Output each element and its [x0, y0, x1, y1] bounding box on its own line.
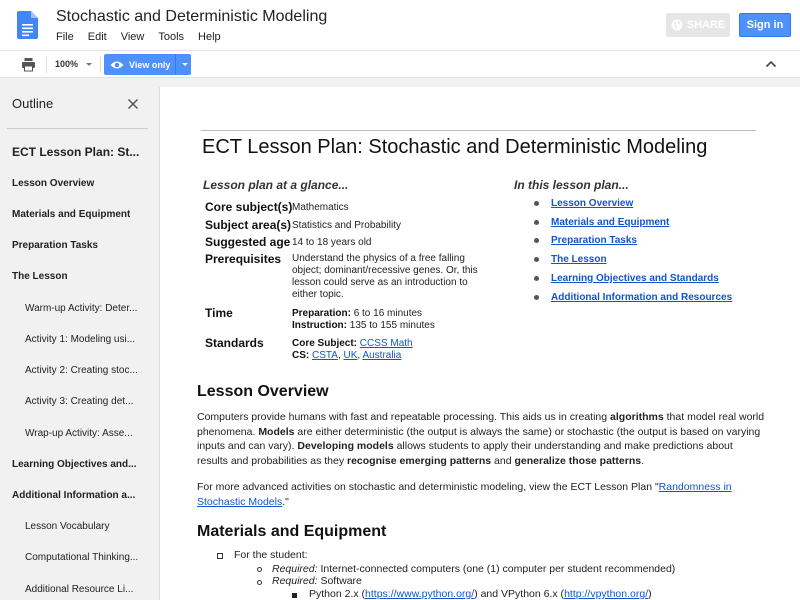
text-run: allows students to apply their understanding and make predictions about results and probabilities as they: [197, 440, 733, 467]
required-label: Required:: [272, 575, 318, 587]
toc-link-the-lesson[interactable]: The Lesson: [551, 254, 607, 265]
standards-label: Standards: [205, 336, 264, 350]
subject-area-value: Statistics and Probability: [292, 220, 401, 231]
outline-item-the-lesson[interactable]: The Lesson: [12, 271, 68, 282]
bold-run: Models: [258, 425, 295, 438]
text-run: Computers provide humans with fast and repeatable processing. This aids us in creating: [197, 411, 611, 423]
subject-area-label: Subject area(s): [205, 218, 292, 232]
python-link[interactable]: https://www.python.org/: [365, 588, 475, 600]
bullet-icon: [534, 238, 539, 243]
csta-link[interactable]: CSTA: [312, 350, 338, 361]
view-only-label: View only: [129, 59, 171, 70]
outline-item-activity-1[interactable]: Activity 1: Modeling usi...: [25, 334, 136, 345]
for-student-item: For the student:: [234, 549, 308, 561]
toc-link-preparation[interactable]: Preparation Tasks: [551, 235, 637, 246]
prerequisites-value: Understand the physics of a free falling object; dominant/recessive genes. Or, this lesson could serve as an introduction to either topic.: [292, 253, 478, 300]
python-item: [309, 588, 652, 600]
outline-item-preparation[interactable]: Preparation Tasks: [12, 240, 98, 251]
bold-run: algorithms: [610, 411, 664, 423]
chevron-up-icon[interactable]: [765, 59, 777, 69]
cs-label: CS:: [292, 350, 310, 361]
toc-link-objectives[interactable]: Learning Objectives and Standards: [551, 273, 719, 284]
text-run: ): [648, 588, 652, 600]
instruction-value: 135 to 155 minutes: [349, 320, 435, 331]
randomness-lesson-link[interactable]: Randomness in Stochastic Models: [197, 481, 732, 508]
bullet-icon: [534, 201, 539, 206]
menu-edit[interactable]: Edit: [87, 31, 107, 43]
text-run: .": [282, 495, 289, 508]
core-subject-label: Core subject(s): [205, 200, 293, 214]
outline-item-doc-title[interactable]: ECT Lesson Plan: St...: [12, 145, 140, 159]
zoom-select[interactable]: 100%: [55, 59, 79, 69]
uk-link[interactable]: UK: [343, 350, 358, 361]
share-label: SHARE: [686, 19, 726, 31]
bold-run: Developing models: [297, 440, 394, 452]
bold-run: generalize those patterns: [514, 454, 642, 467]
title-rule: [201, 130, 756, 131]
toolbar: [0, 50, 800, 78]
cs-separator: ,: [337, 350, 344, 361]
sign-in-button[interactable]: Sign in: [739, 13, 791, 37]
bold-run: recognise emerging patterns: [347, 454, 492, 467]
close-icon[interactable]: [127, 98, 139, 110]
bullet-icon: [534, 257, 539, 262]
text-run: Software: [317, 575, 362, 587]
outline-item-computational-thinking[interactable]: Computational Thinking...: [25, 552, 139, 563]
share-button[interactable]: [666, 13, 730, 37]
outline-divider: [7, 128, 148, 129]
core-subject-standard: [292, 338, 492, 350]
print-icon[interactable]: [21, 57, 36, 72]
text-run: ) and VPython 6.x (: [474, 588, 565, 600]
outline-item-additional-resources[interactable]: Additional Resource Li...: [25, 584, 134, 595]
outline-item-vocabulary[interactable]: Lesson Vocabulary: [25, 521, 110, 532]
required-computers-item: [272, 563, 675, 575]
circle-bullet-icon: [257, 580, 262, 585]
bullet-icon: [534, 295, 539, 300]
text-run: that model real world phenomena.: [197, 411, 765, 438]
circle-bullet-icon: [257, 567, 262, 572]
cs-standards: [292, 350, 492, 362]
outline-item-activity-3[interactable]: Activity 3: Creating det...: [25, 396, 134, 407]
preparation-value: 6 to 16 minutes: [353, 308, 423, 319]
instruction-time: [292, 320, 492, 332]
google-docs-icon[interactable]: [17, 11, 38, 39]
globe-icon: [671, 19, 683, 31]
app-header: [0, 0, 800, 50]
outline-sidebar: [0, 79, 160, 600]
toolbar-separator: [46, 56, 47, 73]
outline-item-objectives[interactable]: Learning Objectives and...: [12, 459, 137, 470]
outline-item-wrapup[interactable]: Wrap-up Activity: Asse...: [25, 428, 133, 439]
suggested-age-label: Suggested age: [205, 235, 291, 249]
text-run: For more advanced activities on stochastic and deterministic modeling, view the ECT Lesson Plan ": [197, 481, 659, 493]
materials-heading: Materials and Equipment: [197, 523, 387, 540]
toc-link-lesson-overview[interactable]: Lesson Overview: [551, 198, 634, 209]
core-subject-standard-label: Core Subject:: [292, 338, 358, 349]
toc-title: In this lesson plan...: [514, 178, 629, 192]
australia-link[interactable]: Australia: [362, 350, 402, 361]
document-heading: ECT Lesson Plan: Stochastic and Deterministic Modeling: [202, 136, 708, 158]
cs-separator: ,: [357, 350, 363, 361]
outline-item-additional-info[interactable]: Additional Information a...: [12, 490, 136, 501]
required-label: Required:: [272, 563, 318, 575]
lesson-overview-heading: Lesson Overview: [197, 383, 329, 400]
time-label: Time: [205, 306, 233, 320]
menu-file[interactable]: File: [56, 31, 74, 43]
outline-title: Outline: [12, 96, 54, 111]
menu-tools[interactable]: Tools: [158, 31, 185, 43]
toolbar-separator: [100, 56, 101, 73]
text-run: Internet-connected computers (one (1) computer per student recommended): [317, 563, 676, 575]
suggested-age-value: 14 to 18 years old: [292, 237, 372, 248]
bullet-icon: [534, 220, 539, 225]
button-divider: [175, 54, 176, 75]
ccss-math-link[interactable]: CCSS Math: [359, 338, 413, 349]
outline-item-materials[interactable]: Materials and Equipment: [12, 209, 131, 220]
preparation-label: Preparation:: [292, 308, 351, 319]
chevron-down-icon[interactable]: [182, 63, 188, 66]
menu-view[interactable]: View: [120, 31, 145, 43]
menu-help[interactable]: Help: [198, 31, 221, 43]
text-run: are either deterministic (the output is always the same) or stochastic (the output is based on varying inputs and can vary).: [197, 425, 761, 452]
outline-item-lesson-overview[interactable]: Lesson Overview: [12, 178, 95, 189]
bullet-icon: [534, 276, 539, 281]
document-page: [159, 87, 800, 600]
text-run: and: [491, 454, 515, 467]
view-only-button[interactable]: [104, 54, 191, 75]
outline-item-activity-2[interactable]: Activity 2: Creating stoc...: [25, 365, 138, 376]
square-bullet-icon: [217, 553, 223, 559]
document-title: Stochastic and Deterministic Modeling: [56, 8, 328, 25]
vpython-link[interactable]: http://vpython.org/: [564, 588, 649, 600]
outline-item-warmup[interactable]: Warm-up Activity: Deter...: [25, 303, 138, 314]
instruction-label: Instruction:: [292, 320, 347, 331]
text-run: .: [641, 454, 645, 467]
glance-title: Lesson plan at a glance...: [203, 178, 349, 192]
preparation-time: [292, 308, 492, 320]
chevron-down-icon[interactable]: [86, 63, 92, 66]
toc-link-materials[interactable]: Materials and Equipment: [551, 217, 670, 228]
menu-bar: [56, 31, 235, 43]
eye-icon: [110, 60, 124, 70]
required-software-item: [272, 575, 362, 587]
core-subject-value: Mathematics: [292, 202, 349, 213]
toc-link-additional-info[interactable]: Additional Information and Resources: [551, 292, 733, 303]
text-run: Python 2.x (: [309, 588, 366, 600]
prerequisites-label: Prerequisites: [205, 252, 282, 266]
advanced-activities-paragraph: [197, 480, 737, 509]
square-bullet-icon: [292, 593, 297, 598]
lesson-overview-paragraph: [197, 410, 765, 468]
